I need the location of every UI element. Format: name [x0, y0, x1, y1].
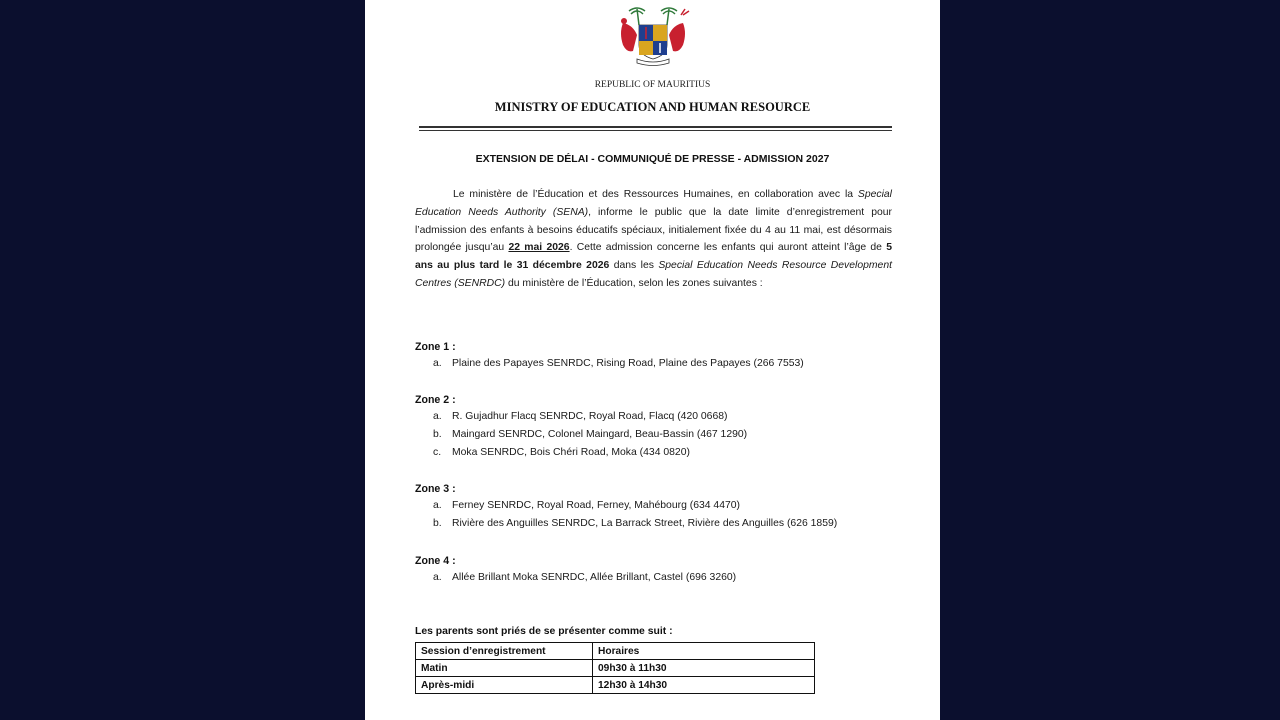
list-item: a. Allée Brillant Moka SENRDC, Allée Brillant, Castel (696 3260) — [433, 572, 737, 583]
intro-paragraph: Le ministère de l’Éducation et des Ressources Humaines, en collaboration avec la Special Education Needs Authority (SENA), informe le public que la date limite d’enregistrement pour l’admission des enfants à besoins éducatifs spéciaux, initialement fixée du 4 au 11 mai, est désormais prolongée jusqu’au 22 mai 2026. Cette admission concerne les enfants qui auront atteint l’âge de 5 ans au plus tard le 31 décembre 2026 dans les Special Education Needs Resource Development Centres (SENRDC) du ministère de l’Éducation, selon les zones suivantes : — [415, 189, 892, 289]
zone-4-heading: Zone 4 : — [415, 555, 456, 567]
document-page — [365, 0, 940, 720]
zone-3-heading: Zone 3 : — [415, 483, 456, 495]
table-header-cell: Session d’enregistrement — [416, 643, 593, 660]
coat-of-arms-icon — [615, 5, 691, 67]
header-divider-thin — [419, 130, 892, 131]
ministry-name: MINISTRY OF EDUCATION AND HUMAN RESOURCE — [494, 100, 811, 114]
table-cell: Après-midi — [416, 677, 593, 694]
table-header-row — [416, 643, 815, 660]
list-item: a. Ferney SENRDC, Royal Road, Ferney, Mahébourg (634 4470) — [433, 500, 740, 511]
table-cell: 12h30 à 14h30 — [593, 677, 815, 694]
list-item: b. Rivière des Anguilles SENRDC, La Barrack Street, Rivière des Anguilles (626 1859) — [433, 518, 838, 529]
document-title: EXTENSION DE DÉLAI - COMMUNIQUÉ DE PRESSE - ADMISSION 2027 — [475, 153, 830, 165]
zone-2-heading: Zone 2 : — [415, 394, 456, 406]
table-cell: 09h30 à 11h30 — [593, 660, 815, 677]
sessions-table — [415, 642, 815, 694]
table-row — [416, 677, 815, 694]
list-item: a. R. Gujadhur Flacq SENRDC, Royal Road, Flacq (420 0668) — [433, 411, 728, 422]
list-item: c. Moka SENRDC, Bois Chéri Road, Moka (434 0820) — [433, 447, 690, 458]
sessions-intro: Les parents sont priés de se présenter comme suit : — [415, 626, 673, 637]
list-item: b. Maingard SENRDC, Colonel Maingard, Beau-Bassin (467 1290) — [433, 429, 748, 440]
table-cell: Matin — [416, 660, 593, 677]
table-row — [416, 660, 815, 677]
zone-1-heading: Zone 1 : — [415, 341, 456, 353]
header-divider — [419, 126, 892, 128]
table-header-cell: Horaires — [593, 643, 815, 660]
republic-label: REPUBLIC OF MAURITIUS — [594, 80, 711, 90]
list-item: a. Plaine des Papayes SENRDC, Rising Road, Plaine des Papayes (266 7553) — [433, 358, 804, 369]
